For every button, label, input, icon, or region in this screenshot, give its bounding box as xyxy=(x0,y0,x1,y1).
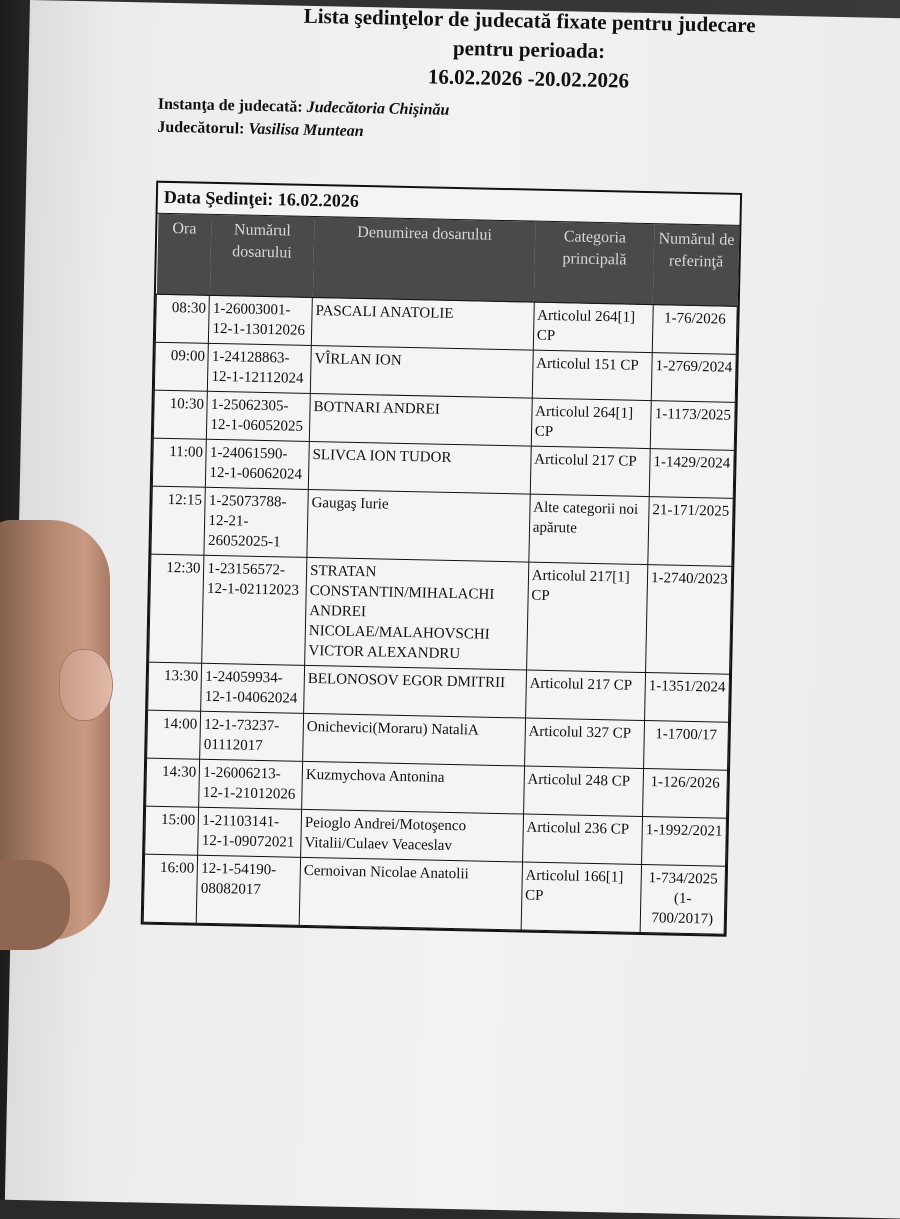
case-name-cell: VÎRLAN ION xyxy=(310,345,533,398)
case-name-cell: Gaugaş Iurie xyxy=(307,489,530,562)
reference-cell: 1-126/2026 xyxy=(642,769,727,819)
time-cell: 12:15 xyxy=(151,486,206,555)
reference-cell: 1-76/2026 xyxy=(652,305,737,355)
reference-cell: 21-171/2025 xyxy=(648,497,734,567)
case-name-cell: Onichevici(Moraru) NataliA xyxy=(303,713,526,766)
case-name-cell: STRATAN CONSTANTIN/MIHALACHI ANDREI NICOLAE/MALAHOVSCHI VICTOR ALEXANDRU xyxy=(305,557,529,670)
header-cell: Numărul dosarului xyxy=(210,215,314,298)
category-cell: Articolul 217 CP xyxy=(530,446,650,496)
reference-cell: 1-2740/2023 xyxy=(645,565,731,675)
court-label: Instanţa de judecată: xyxy=(157,95,303,116)
category-cell: Articolul 264[1] CP xyxy=(533,302,653,352)
table-row xyxy=(149,554,732,674)
time-cell: 13:30 xyxy=(148,662,202,711)
hearings-grid xyxy=(143,214,740,935)
category-cell: Articolul 217 CP xyxy=(525,670,645,720)
reference-cell: 1-1992/2021 xyxy=(641,817,726,867)
header-cell: Categoria principală xyxy=(534,222,655,305)
title-line-2: pentru perioada: xyxy=(452,35,606,64)
case-number-cell: 1-25062305-12-1-06052025 xyxy=(207,391,311,441)
case-number-cell: 12-1-73237-01112017 xyxy=(200,711,304,761)
table-row xyxy=(151,486,733,566)
time-cell: 12:30 xyxy=(149,554,205,663)
case-number-cell: 1-24128863-12-1-12112024 xyxy=(208,343,312,393)
case-number-cell: 1-24059934-12-1-04062024 xyxy=(201,663,305,713)
header-cell: Numărul de referinţă xyxy=(653,224,739,306)
time-cell: 08:30 xyxy=(155,294,209,343)
case-number-cell: 1-26006213-12-1-21012026 xyxy=(199,759,303,809)
time-cell: 10:30 xyxy=(153,390,207,439)
case-name-cell: SLIVCA ION TUDOR xyxy=(308,441,531,494)
time-cell: 14:30 xyxy=(146,758,200,807)
case-name-cell: Peioglo Andrei/Motoşenco Vitalii/Culaev Veaceslav xyxy=(301,809,524,862)
case-name-cell: BOTNARI ANDREI xyxy=(309,393,532,446)
category-cell: Articolul 248 CP xyxy=(523,766,643,816)
judge-value: Vasilisa Muntean xyxy=(248,120,364,141)
category-cell: Articolul 236 CP xyxy=(522,814,642,864)
case-number-cell: 1-25073788-12-21-26052025-1 xyxy=(204,487,308,557)
table-row xyxy=(143,854,725,934)
hand-knuckle xyxy=(0,860,70,950)
reference-cell: 1-1351/2024 xyxy=(644,673,729,723)
judge-label: Judecătorul: xyxy=(157,118,245,138)
header-row xyxy=(156,214,739,307)
paper-sheet xyxy=(5,0,900,1219)
hearing-date: Data Şedinţei: 16.02.2026 xyxy=(158,183,741,226)
header-cell: Denumirea dosarului xyxy=(312,217,535,302)
thumbnail xyxy=(60,650,112,720)
category-cell: Articolul 327 CP xyxy=(524,718,644,768)
case-number-cell: 1-23156572-12-1-02112023 xyxy=(202,555,307,665)
time-cell: 14:00 xyxy=(147,710,201,759)
case-number-cell: 1-26003001-12-1-13012026 xyxy=(209,295,313,345)
time-cell: 16:00 xyxy=(143,854,198,923)
title-line-3: 16.02.2026 -20.02.2026 xyxy=(427,64,630,93)
time-cell: 15:00 xyxy=(145,806,199,855)
reference-cell: 1-1700/17 xyxy=(643,721,728,771)
reference-cell: 1-1173/2025 xyxy=(650,401,735,451)
case-number-cell: 1-21103141-12-1-09072021 xyxy=(198,807,302,857)
category-cell: Articolul 264[1] CP xyxy=(531,398,651,448)
case-number-cell: 1-24061590-12-1-06062024 xyxy=(206,439,310,489)
category-cell: Articolul 166[1] CP xyxy=(521,862,641,932)
reference-cell: 1-2769/2024 xyxy=(651,353,736,403)
case-name-cell: Cernoivan Nicolae Anatolii xyxy=(299,857,522,930)
title-line-1: Lista şedinţelor de judecată fixate pentru judecare xyxy=(303,3,756,38)
case-name-cell: Kuzmychova Antonina xyxy=(302,761,525,814)
time-cell: 09:00 xyxy=(154,342,208,391)
reference-cell: 1-734/2025 (1-700/2017) xyxy=(640,864,726,934)
category-cell: Articolul 217[1] CP xyxy=(526,562,647,672)
document-meta xyxy=(157,93,449,145)
case-number-cell: 12-1-54190-08082017 xyxy=(197,855,301,925)
case-name-cell: BELONOSOV EGOR DMITRII xyxy=(304,665,527,718)
header-cell: Ora xyxy=(156,214,211,296)
hearings-table xyxy=(141,181,742,937)
document-title xyxy=(178,0,880,101)
reference-cell: 1-1429/2024 xyxy=(649,449,734,499)
category-cell: Alte categorii noi apărute xyxy=(529,494,649,564)
case-name-cell: PASCALI ANATOLIE xyxy=(311,297,534,350)
time-cell: 11:00 xyxy=(152,438,206,487)
court-value: Judecătoria Chişinău xyxy=(306,98,450,119)
category-cell: Articolul 151 CP xyxy=(532,350,652,400)
